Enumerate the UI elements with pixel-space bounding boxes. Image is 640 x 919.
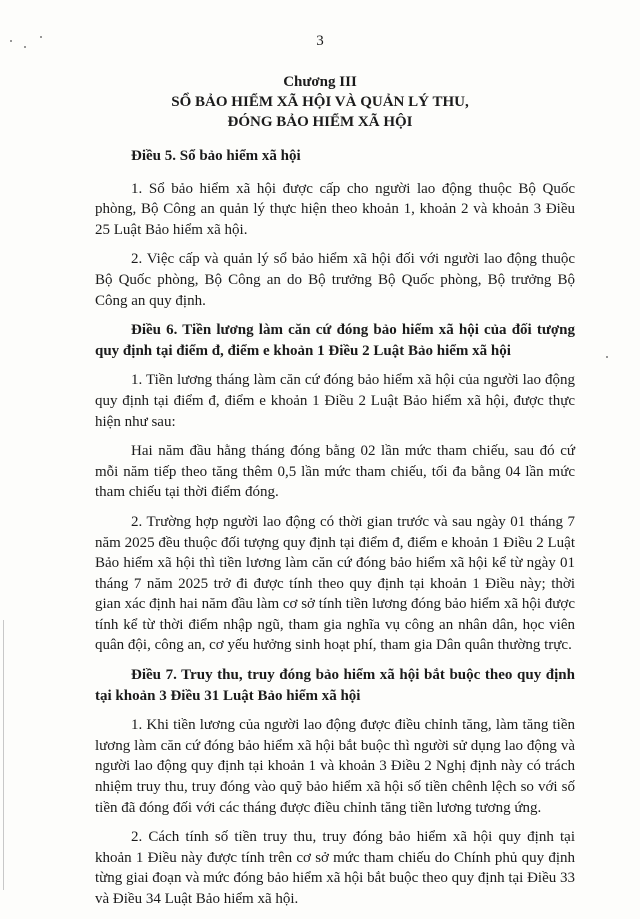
scan-speck (40, 36, 42, 38)
chapter-title-line-1: SỔ BẢO HIỂM XÃ HỘI VÀ QUẢN LÝ THU, (171, 94, 469, 110)
article-6-heading: Điều 6. Tiền lương làm căn cứ đóng bảo hiểm xã hội của đối tượng quy định tại điểm đ, điểm e khoản 1 Điều 2 Luật Bảo hiểm xã hội (95, 322, 575, 359)
article-5-clause-1: 1. Sổ bảo hiểm xã hội được cấp cho người lao động thuộc Bộ Quốc phòng, Bộ Công an quản lý thực hiện theo khoản 1, khoản 2 và khoản 3 Điều 25 Luật Bảo hiểm xã hội. (95, 180, 575, 238)
scan-edge-line (3, 620, 4, 890)
chapter-label: Chương III (283, 74, 357, 90)
page-number: 3 (316, 33, 324, 49)
scan-speck (10, 40, 12, 42)
chapter-title-line-2: ĐÓNG BẢO HIỂM XÃ HỘI (227, 114, 413, 130)
article-7-clause-1: 1. Khi tiền lương của người lao động được điều chỉnh tăng, làm tăng tiền lương làm căn cứ đóng bảo hiểm xã hội bắt buộc thì người sử dụng lao động và người lao động quy định tại khoản 1 và khoản 3 Điều 2 Nghị định này có trách nhiệm truy thu, truy đóng vào quỹ bảo hiểm xã hội số tiền chênh lệch so với số tiền đã đóng đối với các tháng được điều chỉnh tăng tiền lương tương ứng. (95, 717, 575, 816)
article-6-clause-2: 2. Trường hợp người lao động có thời gian trước và sau ngày 01 tháng 7 năm 2025 đều thuộc đối tượng quy định tại điểm đ, điểm e khoản 1 Điều 2 Luật Bảo hiểm xã hội thì tiền lương làm căn cứ đóng bảo hiểm xã hội kể từ ngày 01 tháng 7 năm 2025 trở đi được tính theo quy định tại khoản 1 Điều này; thời gian xác định hai năm đầu làm cơ sở tính tiền lương đóng bảo hiểm xã hội được tính kể từ thời điểm nhập ngũ, tham gia nghĩa vụ công an nhân dân, học viên quân đội, công an, cơ yếu hưởng sinh hoạt phí, tham gia Dân quân thường trực. (95, 513, 575, 654)
article-6-clause-1-detail: Hai năm đầu hằng tháng đóng bằng 02 lần mức tham chiếu, sau đó cứ mỗi năm tiếp theo tăng thêm 0,5 lần mức tham chiếu, tối đa bằng 04 lần mức tham chiếu tại thời điểm đóng. (95, 443, 575, 501)
article-7-clause-2: 2. Cách tính số tiền truy thu, truy đóng bảo hiểm xã hội quy định tại khoản 1 Điều này được tính trên cơ sở mức tham chiếu do Chính phủ quy định từng giai đoạn và mức đóng bảo hiểm xã hội bắt buộc theo quy định tại Điều 33 và Điều 34 Luật Bảo hiểm xã hội. (95, 829, 575, 907)
scan-speck (606, 356, 608, 358)
chapter-header (0, 72, 640, 132)
document-body (95, 146, 575, 919)
article-7-heading: Điều 7. Truy thu, truy đóng bảo hiểm xã hội bắt buộc theo quy định tại khoản 3 Điều 31 Luật Bảo hiểm xã hội (95, 667, 575, 704)
article-5-clause-2: 2. Việc cấp và quản lý sổ bảo hiểm xã hội đối với người lao động thuộc Bộ Quốc phòng, Bộ Công an do Bộ trưởng Bộ Quốc phòng, Bộ trưởng Bộ Công an quy định. (95, 251, 575, 309)
article-6-clause-1: 1. Tiền lương tháng làm căn cứ đóng bảo hiểm xã hội của người lao động quy định tại điểm đ, điểm e khoản 1 Điều 2 Luật Bảo hiểm xã hội, được thực hiện như sau: (95, 372, 575, 430)
article-5-heading: Điều 5. Sổ bảo hiểm xã hội (131, 148, 301, 164)
scan-speck (24, 46, 26, 48)
